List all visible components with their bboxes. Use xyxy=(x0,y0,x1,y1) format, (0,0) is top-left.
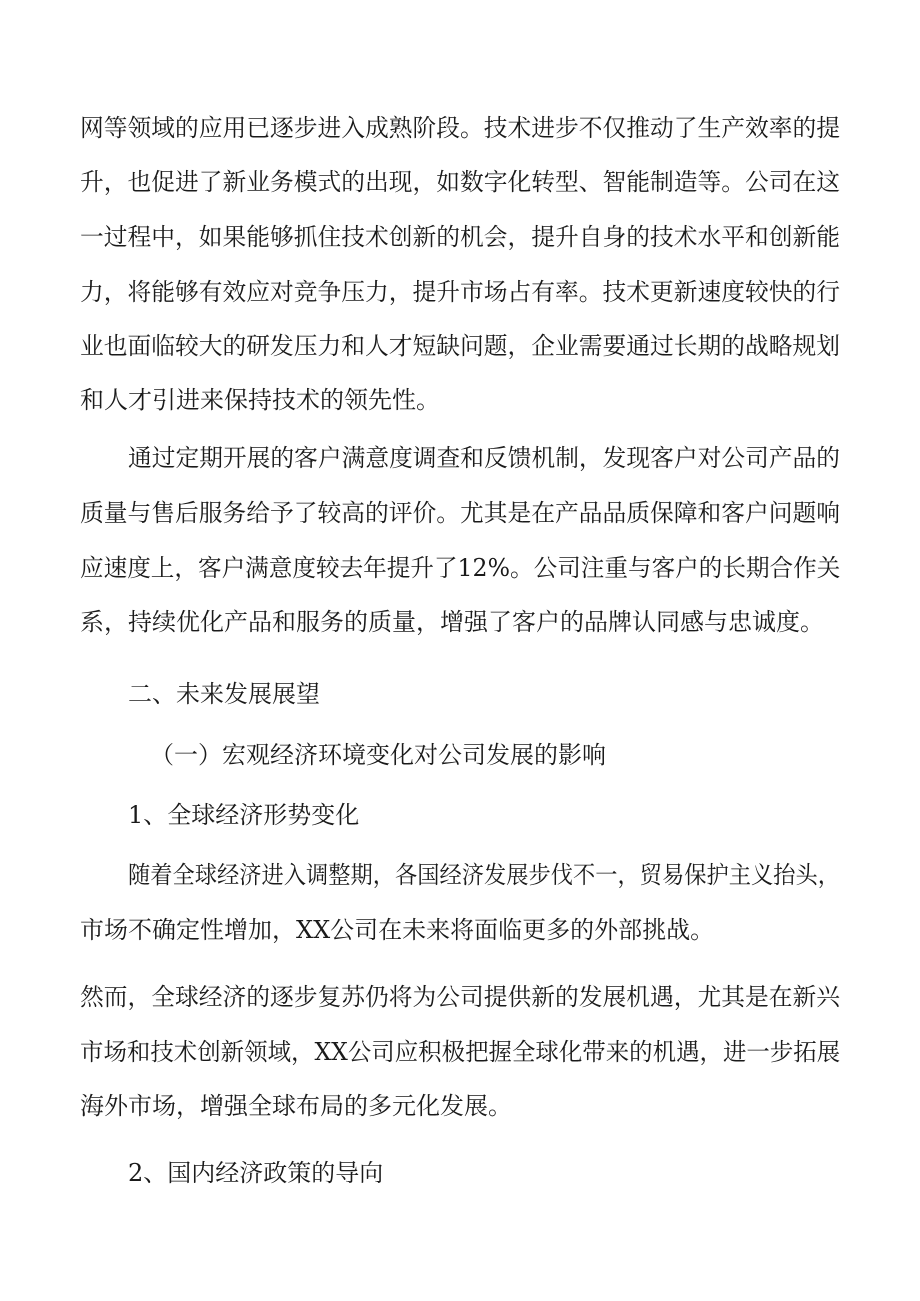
paragraph-tech-line-5: 业也面临较大的研发压力和人才短缺问题，企业需要通过长期的战略规划 xyxy=(80,332,841,360)
paragraph-global-b-line-1: 然而，全球经济的逐步复苏仍将为公司提供新的发展机遇，尤其是在新兴 xyxy=(80,983,841,1011)
paragraph-global-a-line-2: 市场不确定性增加，XX公司在未来将面临更多的外部挑战。 xyxy=(80,916,715,944)
paragraph-satisfaction-line-3: 应速度上，客户满意度较去年提升了12%。公司注重与客户的长期合作关 xyxy=(80,554,841,582)
paragraph-tech-line-3: 一过程中，如果能够抓住技术创新的机会，提升自身的技术水平和创新能 xyxy=(80,223,841,251)
paragraph-tech-line-4: 力，将能够有效应对竞争压力，提升市场占有率。技术更新速度较快的行 xyxy=(80,278,841,306)
paragraph-satisfaction-line-1: 通过定期开展的客户满意度调查和反馈机制，发现客户对公司产品的 xyxy=(128,444,841,472)
item-heading-1: 1、全球经济形势变化 xyxy=(128,801,360,829)
item-heading-2: 2、国内经济政策的导向 xyxy=(128,1159,384,1187)
paragraph-satisfaction-line-2: 质量与售后服务给予了较高的评价。尤其是在产品品质保障和客户问题响 xyxy=(80,499,841,527)
paragraph-tech-line-6: 和人才引进来保持技术的领先性。 xyxy=(80,386,440,414)
paragraph-global-b-line-2: 市场和技术创新领域，XX公司应积极把握全球化带来的机遇，进一步拓展 xyxy=(80,1038,841,1066)
paragraph-tech-line-1: 网等领域的应用已逐步进入成熟阶段。技术进步不仅推动了生产效率的提 xyxy=(80,114,841,142)
paragraph-global-b-line-3: 海外市场，增强全球布局的多元化发展。 xyxy=(80,1092,512,1120)
section-heading: 二、未来发展展望 xyxy=(128,680,320,708)
subsection-heading: （一）宏观经济环境变化对公司发展的影响 xyxy=(150,741,606,769)
paragraph-tech-line-2: 升，也促进了新业务模式的出现，如数字化转型、智能制造等。公司在这 xyxy=(80,168,841,196)
paragraph-satisfaction-line-4: 系，持续优化产品和服务的质量，增强了客户的品牌认同感与忠诚度。 xyxy=(80,608,824,636)
paragraph-global-a-line-1: 随着全球经济进入调整期，各国经济发展步伐不一，贸易保护主义抬头， xyxy=(128,861,841,889)
